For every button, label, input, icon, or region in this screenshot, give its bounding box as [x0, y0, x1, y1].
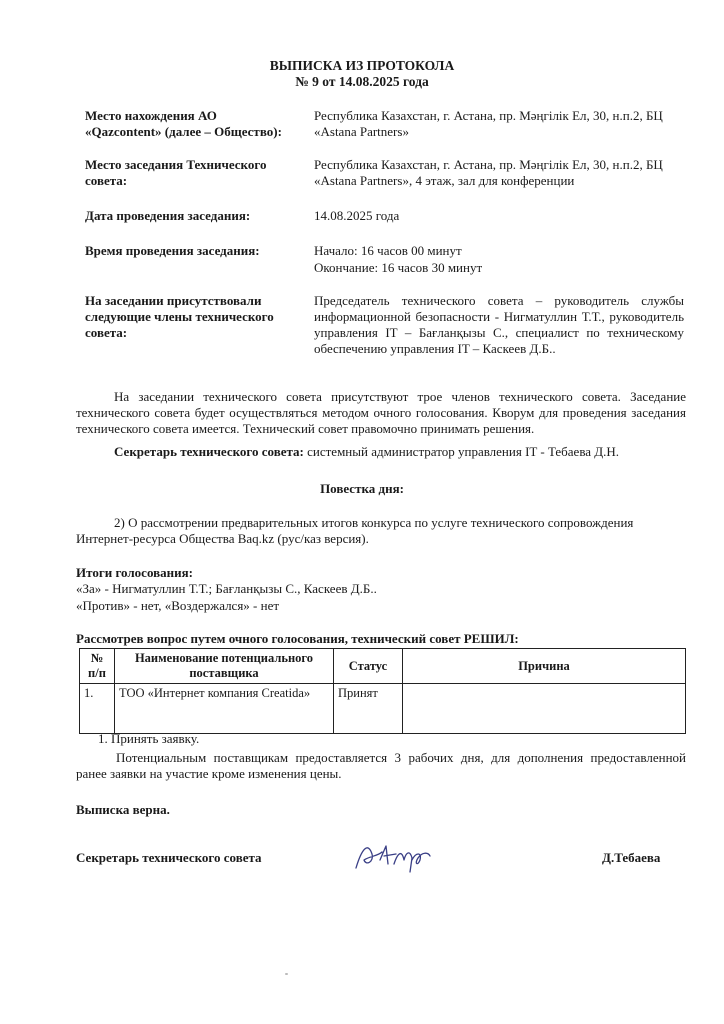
- venue-label: Место заседания Технического совета:: [85, 157, 267, 188]
- handwritten-signature: [352, 838, 434, 878]
- quorum-paragraph: На заседании технического совета присутствуют трое членов технического совета. Заседание технического совета будет осуществляться методом очного голосования. Кворум для проведения заседания технического совета имеется. Технический совет правомочно принимать решения.: [76, 389, 686, 436]
- date-value: 14.08.2025 года: [314, 208, 400, 223]
- row-supplier: ТОО «Интернет компания Creatida»: [115, 684, 334, 734]
- row-number: 1.: [80, 684, 115, 734]
- time-start: Начало: 16 часов 00 минут: [314, 243, 462, 258]
- secretary-line: [76, 444, 686, 460]
- members-value: Председатель технического совета – руководитель службы информационной безопасности - Нигматуллин Т.Т., руководитель управления IT – Бағланқызы С., специалист по техническому обеспечению управления IT – Каскеев Д.Б..: [314, 293, 684, 356]
- voting-title: Итоги голосования:: [76, 565, 193, 580]
- scan-speck: [285, 973, 288, 975]
- document-title: ВЫПИСКА ИЗ ПРОТОКОЛА: [269, 58, 455, 73]
- table-row: [80, 684, 686, 734]
- time-label: Время проведения заседания:: [85, 243, 260, 258]
- header-reason: Причина: [403, 649, 686, 684]
- voting-for: «За» - Нигматуллин Т.Т.; Бағланқызы С., Каскеев Д.Б..: [76, 581, 377, 596]
- row-reason: [403, 684, 686, 734]
- signature-name: Д.Тебаева: [602, 850, 661, 865]
- secretary-label: Секретарь технического совета:: [114, 444, 304, 459]
- signature-label: Секретарь технического совета: [76, 850, 262, 865]
- location-value: Республика Казахстан, г. Астана, пр. Мәңгілік Ел, 30, н.п.2, БЦ «Astana Partners»: [314, 108, 663, 139]
- decision-title: Рассмотрев вопрос путем очного голосования, технический совет РЕШИЛ:: [76, 631, 519, 646]
- header-number: № п/п: [80, 649, 115, 684]
- agenda-item: 2) О рассмотрении предварительных итогов конкурса по услуге технического сопровождения Интернет-ресурса Общества Baq.kz (рус/каз версия).: [76, 515, 634, 546]
- members-label: На заседании присутствовали следующие члены технического совета:: [85, 293, 274, 340]
- header-supplier: Наименование потенциального поставщика: [115, 649, 334, 684]
- table-header-row: [80, 649, 686, 684]
- secretary-value: системный администратор управления IT - Тебаева Д.Н.: [303, 444, 620, 459]
- notice-paragraph: Потенциальным поставщикам предоставляется 3 рабочих дня, для дополнения предоставленной ранее заявки на участие кроме изменения цены.: [76, 750, 686, 781]
- document-subtitle: № 9 от 14.08.2025 года: [295, 74, 429, 89]
- agenda-title: Повестка дня:: [320, 481, 404, 496]
- header-status: Статус: [334, 649, 403, 684]
- verified-line: Выписка верна.: [76, 802, 170, 817]
- time-end: Окончание: 16 часов 30 минут: [314, 260, 483, 275]
- date-label: Дата проведения заседания:: [85, 208, 251, 223]
- accept-item: 1. Принять заявку.: [98, 731, 200, 746]
- voting-against: «Против» - нет, «Воздержался» - нет: [76, 598, 280, 613]
- row-status: Принят: [334, 684, 403, 734]
- venue-value: Республика Казахстан, г. Астана, пр. Мәңгілік Ел, 30, н.п.2, БЦ «Astana Partners», 4 этаж, зал для конференции: [314, 157, 663, 188]
- decision-table: [79, 648, 686, 734]
- location-label: Место нахождения АО «Qazcontent» (далее – Общество):: [85, 108, 282, 139]
